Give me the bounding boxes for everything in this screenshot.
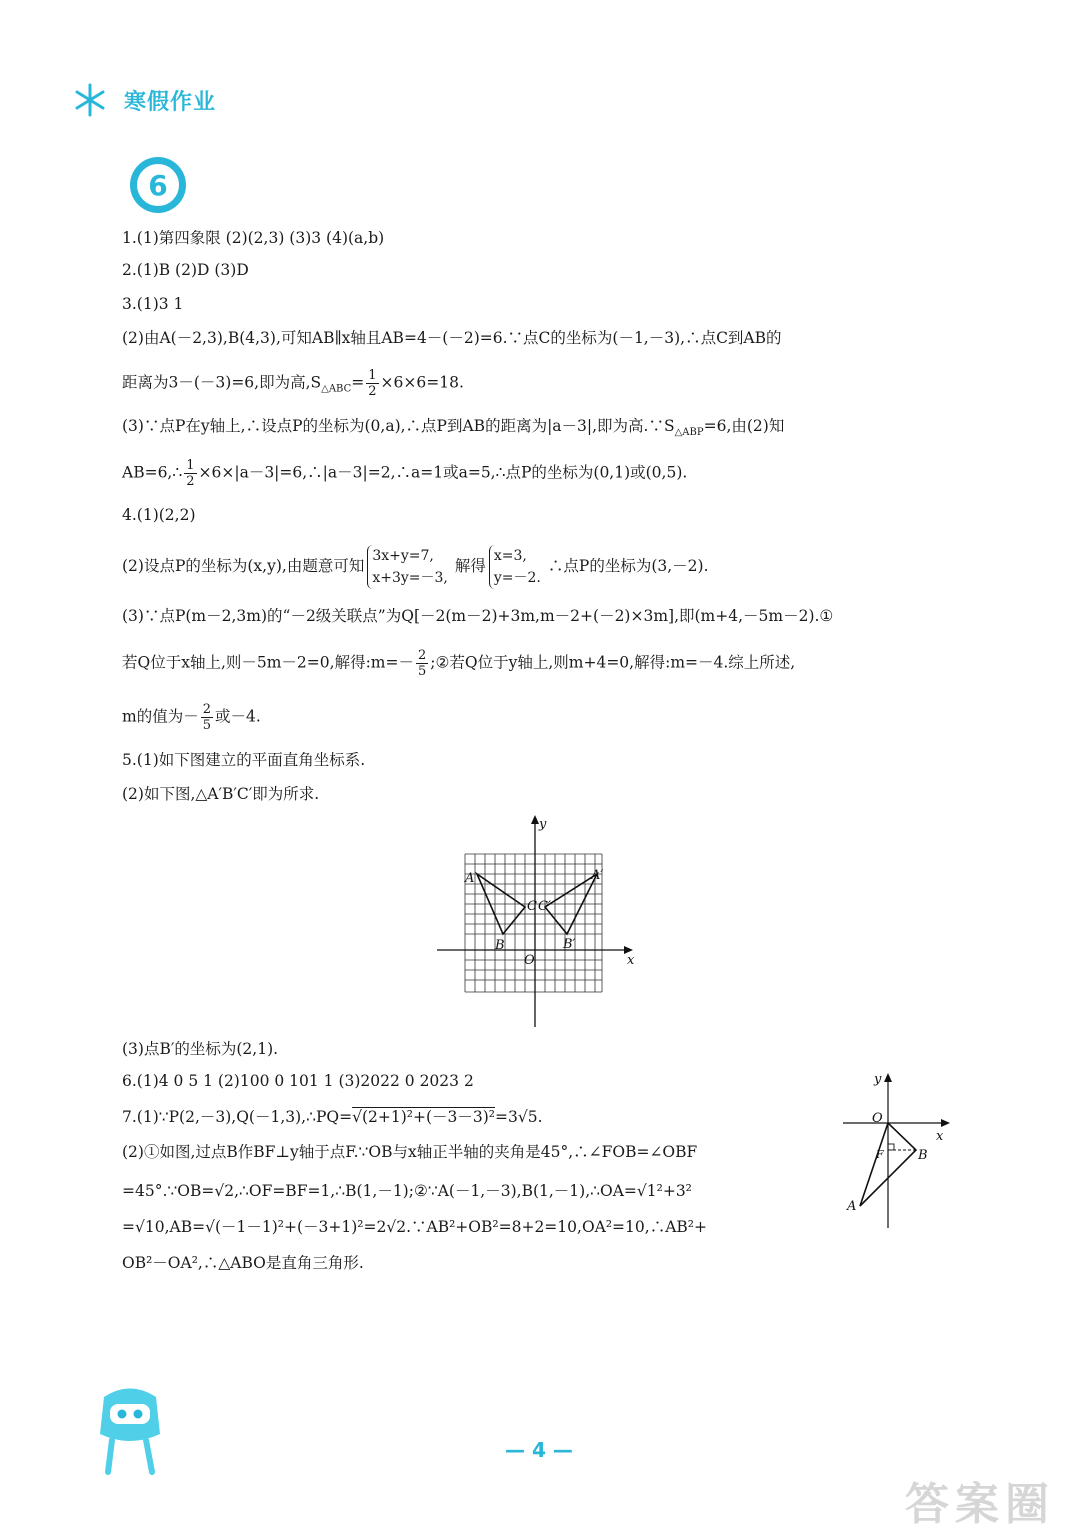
answer-7-1: 7.(1)∵P(2,－3),Q(－1,3),∴PQ=√(2+1)²+(－3－3)²=3√5. [122, 1108, 543, 1126]
badge-number: 6 [148, 169, 168, 202]
snowflake-icon [72, 82, 108, 118]
mascot-illustration [90, 1382, 170, 1477]
answer-3-2-cont: 距离为3－(－3)=6,即为高$,S_{\triangle ABC}=$ $\frac{1}{2}$ ×6×6=18. [122, 368, 464, 399]
fraction-half-2: $\frac{1}{2}$ [186, 458, 195, 489]
answer-7-2-cont3: OB²－OA²,∴△ABO是直角三角形. [122, 1254, 364, 1272]
solution-system: x=3, y=－2. [489, 545, 545, 589]
fraction-two-fifths: $\frac{2}{5}$ [417, 648, 427, 679]
svg-text:A′: A′ [591, 868, 604, 883]
answer-1: 1.(1)第四象限 (2)(2,3) (3)3 (4)(a,b) [122, 229, 385, 247]
svg-text:C: C [527, 899, 537, 914]
svg-text:B: B [495, 938, 505, 953]
section-number-badge [128, 155, 188, 215]
answer-4-2: (2)设点P的坐标为(x,y),由题意可知 3x+y=7, x+3y=－3, 解得 x=3, y=－2. ∴点P的坐标为(3,－2). [122, 545, 709, 589]
answer-5-1: 5.(1)如下图建立的平面直角坐标系. [122, 751, 366, 769]
answer-3-1: 3.(1)3 1 [122, 295, 184, 313]
answer-5-3: (3)点B′的坐标为(2,1). [122, 1040, 279, 1058]
page-number: — 4 — [505, 1438, 573, 1462]
answer-4-3: (3)∵点P(m－2,3m)的“－2级关联点”为Q[－2(m－2)+3m,m－2+(－2)×3m],即(m+4,－5m－2).① [122, 607, 834, 625]
watermark: 答案圈 [905, 1479, 1055, 1530]
answer-7-2-cont2: =√10,AB=√(－1－1)²+(－3+1)²=2√2.∵AB²+OB²=8+2=10,OA²=10,∴AB²+ [122, 1218, 707, 1236]
fraction-two-fifths-2: $\frac{2}{5}$ [202, 702, 211, 733]
svg-text:A: A [465, 871, 475, 886]
coordinate-grid-figure [425, 812, 645, 1032]
answer-4-3-result: m的值为－ $\frac{2}{5}$ 或－4. [122, 702, 261, 733]
answer-4-1: 4.(1)(2,2) [122, 506, 196, 524]
answer-7-2-cont1: =45°.∵OB=√2,∴OF=BF=1,∴B(1,－1);②∵A(－1,－3),B(1,－1),∴OA=√1²+3² [122, 1182, 692, 1200]
svg-text:F: F [876, 1148, 884, 1161]
answer-7-2: (2)①如图,过点B作BF⊥y轴于点F.∵OB与x轴正半轴的夹角是45°,∴∠FOB=∠OBF [122, 1143, 698, 1161]
answer-3-2: (2)由A(－2,3),B(4,3),可知AB∥x轴且AB=4－(－2)=6.∵点C的坐标为(－1,－3),∴点C到AB的 [122, 329, 782, 347]
triangle-abo-figure [838, 1068, 958, 1233]
header-title: 寒假作业 [124, 89, 217, 115]
svg-text:x: x [627, 953, 635, 968]
svg-text:B: B [918, 1148, 928, 1163]
svg-text:y: y [539, 817, 547, 832]
answer-4-3-cont: 若Q位于x轴上,则－5m－2=0,解得:m=－ $\frac{2}{5}$ ;②若Q位于y轴上,则m+4=0,解得:m=－4.综上所述, [122, 648, 796, 679]
answer-3-3: (3)∵点P在y轴上,∴设点P的坐标为(0,a),∴点P到AB的距离为|a－3|,即为高$.\because S_{\triangle ABP}=6$,由(2)知 [122, 417, 785, 439]
fraction-half: $\frac{1}{2}$ [368, 368, 377, 399]
svg-text:C′: C′ [538, 899, 551, 914]
svg-text:B′: B′ [563, 937, 576, 952]
svg-text:x: x [936, 1129, 944, 1144]
svg-text:y: y [874, 1072, 882, 1087]
equation-system: 3x+y=7, x+3y=－3, [367, 545, 452, 589]
answer-3-3-cont: AB=6,∴ $\frac{1}{2}$ ×6×|a－3|=6,∴|a－3|=2,∴a=1或a=5,∴点P的坐标为(0,1)或(0,5). [122, 458, 688, 489]
answer-2: 2.(1)B (2)D (3)D [122, 261, 249, 279]
page-header [72, 82, 216, 118]
svg-text:O: O [524, 953, 535, 968]
answer-6: 6.(1)4 0 5 1 (2)100 0 101 1 (3)2022 0 2023 2 [122, 1072, 474, 1090]
answer-5-2: (2)如下图,△A′B′C′即为所求. [122, 785, 320, 803]
svg-text:O: O [872, 1111, 883, 1126]
svg-text:A: A [847, 1199, 857, 1214]
